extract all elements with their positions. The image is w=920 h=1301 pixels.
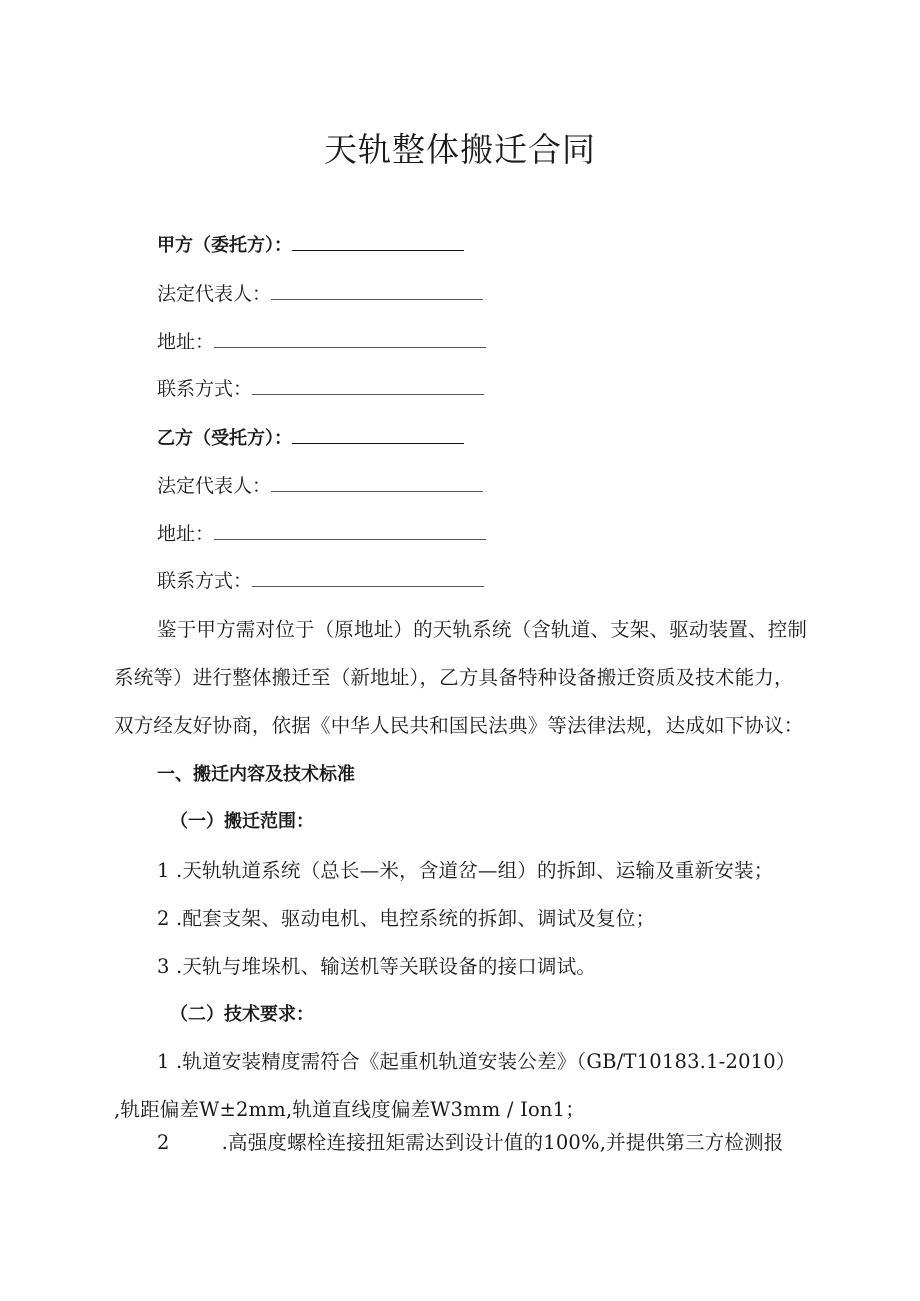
- party-b-contact-label: 联系方式：: [157, 570, 253, 592]
- party-a-address-field[interactable]: [214, 329, 486, 348]
- section-1-sub1-heading: （一）搬迁范围：: [170, 811, 314, 832]
- party-b-address-label: 地址：: [157, 523, 215, 545]
- tech-item-2: [157, 1127, 783, 1155]
- party-a-contact-field[interactable]: [252, 376, 484, 395]
- party-b-rep-label: 法定代表人：: [157, 475, 272, 497]
- party-a-field[interactable]: [292, 232, 464, 251]
- party-b-rep-field[interactable]: [271, 473, 483, 492]
- party-a-address-label: 地址：: [157, 331, 215, 353]
- party-a-label: 甲方（委托方）：: [157, 235, 292, 256]
- party-b-contact-field[interactable]: [252, 568, 484, 587]
- party-b-address-field[interactable]: [214, 521, 486, 540]
- scope-item-2: 2 .配套支架、驱动电机、电控系统的拆卸、调试及复位；: [157, 907, 656, 930]
- preamble-line-1: 鉴于甲方需对位于（原地址）的天轨系统（含轨道、支架、驱动装置、控制: [157, 618, 808, 641]
- party-a-contact-row: [157, 374, 484, 401]
- party-a-address-row: [157, 327, 486, 354]
- scope-item-3: 3 .天轨与堆垛机、输送机等关联设备的接口调试。: [157, 955, 597, 978]
- tech-item-1-line-1: 1 .轨道安装精度需符合《起重机轨道安装公差》（GB/T10183.1-2010）: [157, 1050, 796, 1073]
- party-a-row: [157, 231, 464, 257]
- tech-item-2-number: 2: [157, 1131, 170, 1154]
- document-title: 天轨整体搬迁合同: [324, 130, 596, 169]
- section-1-heading: 一、搬迁内容及技术标准: [157, 764, 355, 785]
- preamble-line-2: 系统等）进行整体搬迁至（新地址），乙方具备特种设备搬迁资质及技术能力，: [114, 666, 794, 689]
- party-b-address-row: [157, 519, 486, 546]
- party-a-rep-row: [157, 279, 483, 306]
- scope-item-1: 1 .天轨轨道系统（总长—米，含道岔—组）的拆卸、运输及重新安装；: [157, 859, 774, 882]
- party-b-rep-row: [157, 471, 483, 498]
- tech-item-2-text: .高强度螺栓连接扭矩需达到设计值的100%,并提供第三方检测报: [221, 1131, 784, 1154]
- section-1-sub2-heading: （二）技术要求：: [170, 1004, 314, 1025]
- tech-item-1-line-2: ,轨距偏差W±2mm,轨道直线度偏差W3mm / Ion1；: [114, 1098, 585, 1121]
- party-b-field[interactable]: [292, 425, 464, 444]
- party-a-rep-field[interactable]: [271, 281, 483, 300]
- party-a-rep-label: 法定代表人：: [157, 283, 272, 305]
- party-b-contact-row: [157, 566, 484, 593]
- party-a-contact-label: 联系方式：: [157, 378, 253, 400]
- party-b-label: 乙方（受托方）：: [157, 428, 292, 449]
- party-b-row: [157, 424, 464, 450]
- preamble-line-3: 双方经友好协商，依据《中华人民共和国民法典》等法律法规，达成如下协议：: [114, 714, 804, 737]
